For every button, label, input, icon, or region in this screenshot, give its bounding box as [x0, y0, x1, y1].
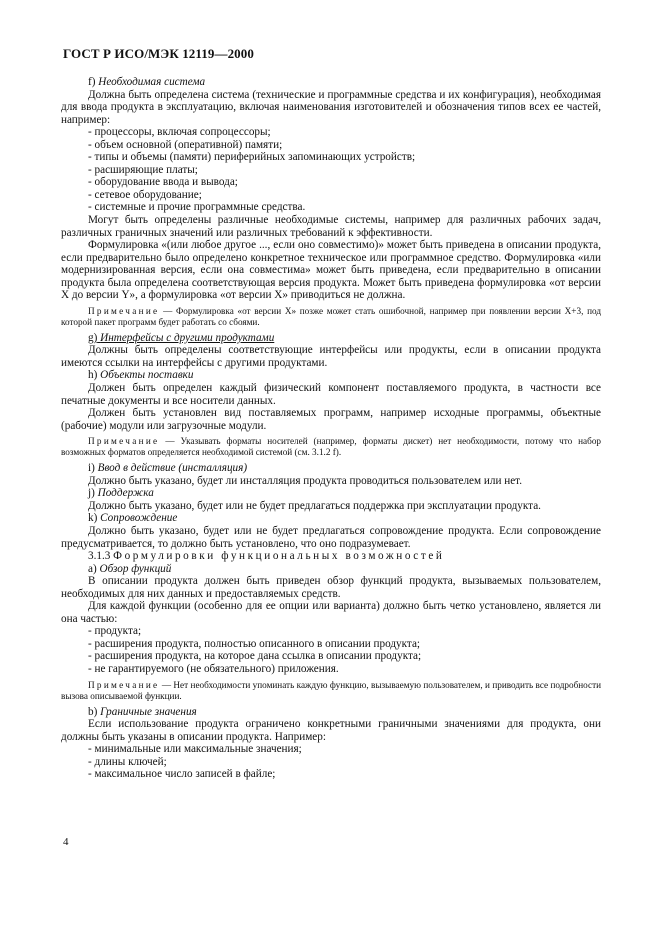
paragraph: Могут быть определены различные необходимые системы, например для различных рабочих задач, различных граничных значений или различных требований к эффективности. — [61, 214, 601, 239]
note — [61, 306, 601, 328]
section-number: 3.1.3 — [88, 550, 111, 563]
section-title: Формулировки функциональных возможностей — [113, 550, 445, 563]
list-item: - продукта; — [88, 625, 601, 638]
document-header: ГОСТ Р ИСО/МЭК 12119—2000 — [63, 46, 254, 61]
paragraph: Должно быть указано, будет или не будет предлагаться сопровождение продукта. Если сопровождение предусматривается, то должно быть установлено, что оно подразумевает. — [61, 524, 601, 550]
paragraph: Для каждой функции (особенно для ее опции или варианта) должно быть четко установлено, является ли она частью: — [61, 600, 601, 625]
item-j-heading — [61, 487, 601, 500]
list-item: - типы и объемы (памяти) периферийных запоминающих устройств; — [88, 151, 601, 164]
paragraph: Должно быть указано, будет или не будет предлагаться поддержка при эксплуатации продукта. — [88, 499, 541, 512]
list-item: - расширения продукта, полностью описанного в описании продукта; — [88, 638, 601, 651]
item-letter: i) — [88, 462, 95, 475]
item-f-heading — [61, 76, 601, 89]
page-content — [61, 76, 601, 781]
bullet-list — [61, 625, 601, 675]
item-letter: k) — [88, 512, 98, 525]
item-letter: a) — [88, 562, 97, 575]
item-title: Обзор функций — [99, 562, 172, 575]
item-g-heading — [61, 332, 601, 345]
section-heading — [61, 550, 601, 563]
paragraph: Должен быть установлен вид поставляемых программ, например исходные программы, объектные (рабочие) модули или загрузочные модули. — [61, 407, 601, 432]
item-title: Интерфейсы с другими продуктами — [100, 331, 275, 344]
item-b-heading — [61, 706, 601, 719]
note-label: Примечание — [88, 436, 160, 447]
note-text: — Формулировка «от версии X» позже может стать ошибочной, например при появлении версии X+3, под которой пакет программ будет работать со сбоями. — [61, 305, 602, 327]
item-title: Сопровождение — [100, 512, 178, 525]
paragraph: Должно быть указано, будет ли инсталляция продукта проводиться пользователем или нет. — [88, 474, 523, 487]
list-item: - оборудование ввода и вывода; — [88, 176, 601, 189]
paragraph: Должны быть определены соответствующие интерфейсы или продукты, если в описании продукта имеются ссылки на интерфейсы с другими продуктами. — [61, 344, 601, 369]
list-item: - процессоры, включая сопроцессоры; — [88, 126, 601, 139]
note-text: — Нет необходимости упоминать каждую функцию, вызываемую пользователем, и приводить все подробности вызова описываемой функции. — [61, 679, 602, 701]
item-k-heading — [61, 512, 601, 525]
item-title: Граничные значения — [100, 705, 197, 718]
item-title: Поддержка — [97, 487, 154, 500]
page-number: 4 — [63, 836, 69, 848]
item-letter: j) — [88, 487, 95, 500]
list-item: - сетевое оборудование; — [88, 189, 601, 202]
note — [61, 680, 601, 702]
paragraph: Формулировка «(или любое другое ..., если оно совместимо)» может быть приведена в описании продукта, если предварительно было определено конкретное техническое или программное средство. Формулировка «или модернизированная версия, если она совместима» может быть приведена, если предварительно в описании продукта была определена соответствующая версия продукта. Может быть приведена формулировка «от версии X до версии Y», а формулировка «от версии X» приводиться не должна. — [61, 239, 601, 302]
list-item: - минимальные или максимальные значения; — [88, 743, 601, 756]
list-item: - объем основной (оперативной) памяти; — [88, 139, 601, 152]
item-letter: g) — [88, 331, 98, 344]
bullet-list — [61, 126, 601, 214]
bullet-list — [61, 743, 601, 781]
list-item: - расширения продукта, на которое дана ссылка в описании продукта; — [88, 650, 601, 663]
item-title: Необходимая система — [98, 76, 206, 88]
note-label: Примечание — [88, 305, 160, 316]
item-letter: h) — [88, 369, 98, 382]
list-item: - длины ключей; — [88, 756, 601, 769]
list-item: - максимальное число записей в файле; — [88, 768, 601, 781]
paragraph: Если использование продукта ограничено конкретными граничными значениями для продукта, они должны быть указаны в описании продукта. Например: — [61, 718, 601, 743]
list-item: - расширяющие платы; — [88, 164, 601, 177]
item-letter: f) — [88, 76, 96, 88]
item-title: Объекты поставки — [100, 369, 194, 382]
item-letter: b) — [88, 705, 98, 718]
item-h-heading — [61, 369, 601, 382]
paragraph: Должен быть определен каждый физический компонент поставляемого продукта, в частности все печатные документы и все носители данных. — [61, 382, 601, 407]
paragraph: Должна быть определена система (технические и программные средства и их конфигурация), необходимая для ввода продукта в эксплуатацию, включая наименования изготовителей и обозначения типов всех ее частей, например: — [61, 88, 601, 126]
item-i-heading — [61, 462, 601, 475]
note — [61, 436, 601, 458]
note-label: Примечание — [88, 679, 160, 690]
item-a-heading — [61, 563, 601, 576]
list-item: - не гарантируемого (не обязательного) приложения. — [88, 663, 601, 676]
list-item: - системные и прочие программные средства. — [88, 201, 601, 214]
item-title: Ввод в действие (инсталляция) — [97, 462, 248, 475]
note-text: — Указывать форматы носителей (например, форматы дискет) нет необходимости, потому что набор возможных форматов определяется необходимой системой (см. 3.1.2 f). — [61, 436, 602, 458]
paragraph: В описании продукта должен быть приведен обзор функций продукта, вызываемых пользователем, необходимых для них данных и предоставляемых средств. — [61, 575, 601, 600]
